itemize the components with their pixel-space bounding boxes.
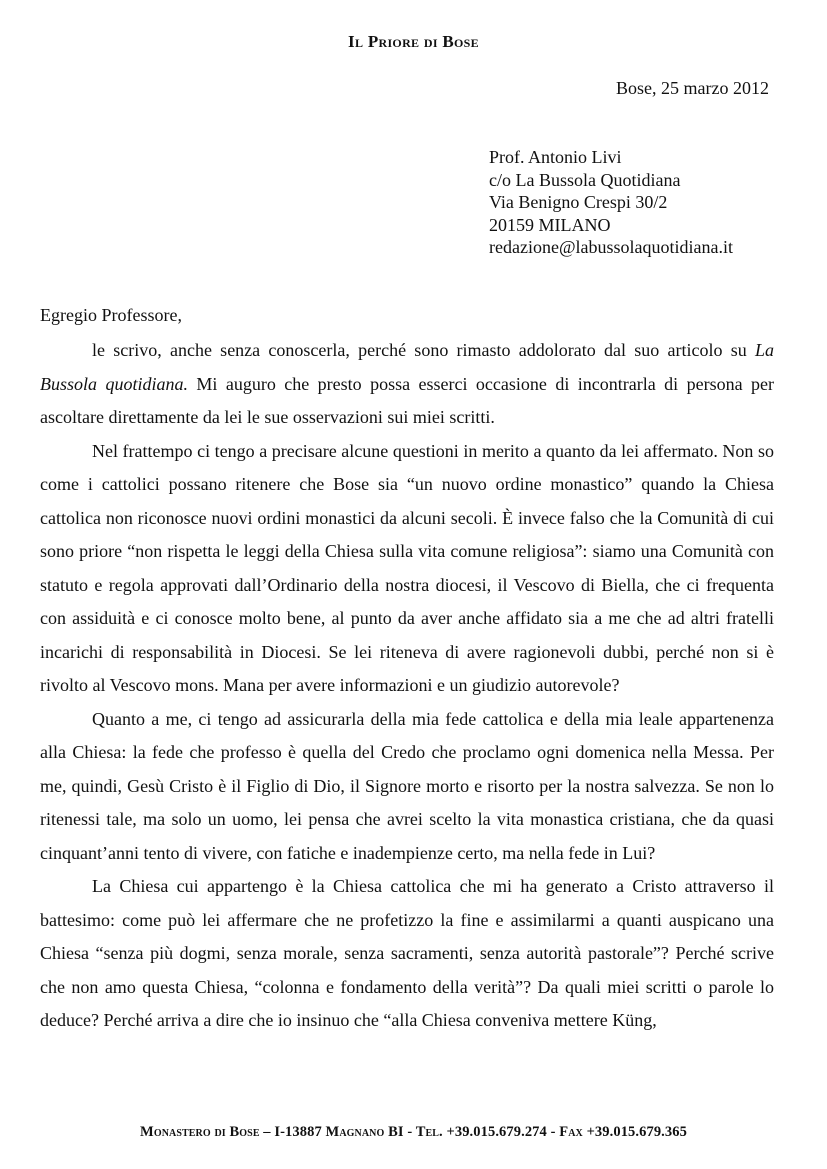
recipient-address: [489, 146, 733, 259]
paragraph-4: La Chiesa cui appartengo è la Chiesa cattolica che mi ha generato a Cristo attraverso il battesimo: come può lei affermare che ne profetizzo la fine e assimilarmi a quanti auspicano una Chiesa “senza più dogmi, senza morale, senza sacramenti, senza autorità pastorale”? Perché scrive che non amo questa Chiesa, “colonna e fondamento della verità”? Da quali miei scritti o parole lo deduce? Perché arriva a dire che io insinuo che “alla Chiesa conveniva mettere Küng,: [40, 876, 774, 1030]
recipient-name: Prof. Antonio Livi: [489, 147, 622, 167]
recipient-email: redazione@labussolaquotidiana.it: [489, 237, 734, 257]
salutation: Egregio Professore,: [40, 305, 182, 325]
paragraph-3: Quanto a me, ci tengo ad assicurarla della mia fede cattolica e della mia leale appartenenza alla Chiesa: la fede che professo è quella del Credo che proclamo ogni domenica nella Messa. Per me, quindi, Gesù Cristo è il Figlio di Dio, il Signore morto e risorto per la nostra salvezza. Se non lo ritenessi tale, ma solo un uomo, lei pensa che avrei scelto la vita monastica cristiana, che da quasi cinquant’anni tento di vivere, con fatiche e inadempienze certo, ma nella fede in Lui?: [40, 708, 774, 863]
recipient-city: 20159 MILANO: [489, 214, 611, 235]
letterhead-title: Il Priore di Bose: [348, 32, 479, 51]
paragraph-1-text-b: Mi auguro che presto possa esserci occasione di incontrarla di persona per ascoltare direttamente da lei le sue osservazioni sui miei scritti.: [40, 373, 774, 427]
recipient-street: Via Benigno Crespi 30/2: [489, 192, 668, 212]
letterhead-footer: Monastero di Bose – I-13887 Magnano BI - Tel. +39.015.679.274 - Fax +39.015.679.365: [140, 1124, 687, 1140]
newspaper-title: La Bussola quotidiana.: [40, 340, 774, 394]
letter-date: Bose, 25 marzo 2012: [616, 78, 769, 98]
paragraph-1-text-a: le scrivo, anche senza conoscerla, perché sono rimasto addolorato dal suo articolo su: [92, 340, 755, 360]
letter-body: [40, 334, 774, 1038]
paragraph-2: Nel frattempo ci tengo a precisare alcune questioni in merito a quanto da lei affermato. Non so come i cattolici possano ritenere che Bose sia “un nuovo ordine monastico” quando la Chiesa cattolica non riconosce nuovi ordini monastici da alcuni secoli. È invece falso che la Comunità di cui sono priore “non rispetta le leggi della Chiesa sulla vita comune religiosa”: siamo una Comunità con statuto e regola approvati dall’Ordinario della nostra diocesi, il Vescovo di Biella, che ci frequenta con assiduità e ci conosce molto bene, al punto da aver anche affidato sia a me che ad altri fratelli incarichi di responsabilità in Diocesi. Se lei riteneva di avere ragionevoli dubbi, perché non si è rivolto al Vescovo mons. Mana per avere informazioni e un giudizio autorevole?: [40, 440, 774, 695]
paragraph-1: [40, 334, 774, 435]
recipient-care-of: c/o La Bussola Quotidiana: [489, 169, 681, 190]
